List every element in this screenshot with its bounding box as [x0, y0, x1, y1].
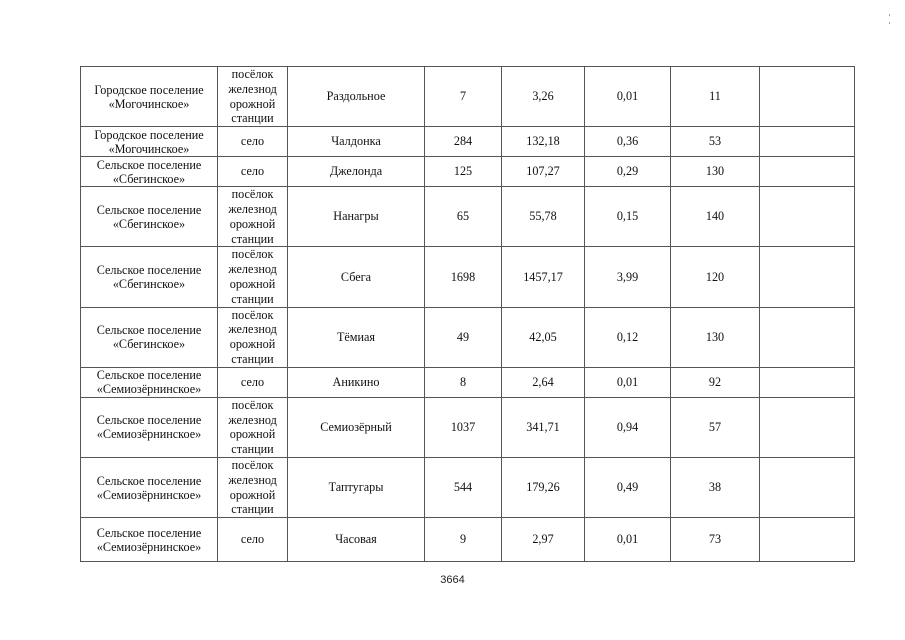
value-cell: 179,26 — [502, 457, 585, 517]
settlement-cell: Городское поселение «Могочинское» — [81, 127, 218, 157]
edge-mark — [889, 14, 890, 16]
value-cell: 2,64 — [502, 367, 585, 397]
table-row — [81, 157, 855, 187]
empty-cell — [760, 397, 855, 457]
locality-name-cell: Аникино — [288, 367, 425, 397]
value-cell: 3,26 — [502, 67, 585, 127]
locality-name-cell: Тёмиая — [288, 307, 425, 367]
table-row — [81, 247, 855, 307]
settlement-cell: Сельское поселение «Семиозёрнинское» — [81, 367, 218, 397]
settlement-cell: Городское поселение «Могочинское» — [81, 67, 218, 127]
value-cell: 0,12 — [585, 307, 671, 367]
value-cell: 9 — [425, 518, 502, 562]
page-number: 3664 — [440, 574, 465, 586]
empty-cell — [760, 67, 855, 127]
table-row — [81, 518, 855, 562]
empty-cell — [760, 127, 855, 157]
table-row — [81, 187, 855, 247]
table-row — [81, 367, 855, 397]
value-cell: 49 — [425, 307, 502, 367]
locality-name-cell: Часовая — [288, 518, 425, 562]
value-cell: 107,27 — [502, 157, 585, 187]
value-cell: 0,36 — [585, 127, 671, 157]
settlements-table — [80, 66, 855, 562]
empty-cell — [760, 187, 855, 247]
locality-type-cell: село — [218, 367, 288, 397]
locality-type-cell: посёлок железнод орожной станции — [218, 307, 288, 367]
settlements-table-container — [80, 66, 855, 562]
value-cell: 55,78 — [502, 187, 585, 247]
value-cell: 341,71 — [502, 397, 585, 457]
value-cell: 0,01 — [585, 367, 671, 397]
value-cell: 7 — [425, 67, 502, 127]
value-cell: 1037 — [425, 397, 502, 457]
locality-type-cell: посёлок железнод орожной станции — [218, 67, 288, 127]
value-cell: 544 — [425, 457, 502, 517]
locality-name-cell: Раздольное — [288, 67, 425, 127]
settlement-cell: Сельское поселение «Сбегинское» — [81, 157, 218, 187]
table-body — [81, 67, 855, 562]
empty-cell — [760, 307, 855, 367]
empty-cell — [760, 247, 855, 307]
value-cell: 1698 — [425, 247, 502, 307]
value-cell: 132,18 — [502, 127, 585, 157]
empty-cell — [760, 157, 855, 187]
value-cell: 0,01 — [585, 67, 671, 127]
value-cell: 0,49 — [585, 457, 671, 517]
locality-name-cell: Таптугары — [288, 457, 425, 517]
table-row — [81, 397, 855, 457]
value-cell: 2,97 — [502, 518, 585, 562]
locality-name-cell: Сбега — [288, 247, 425, 307]
value-cell: 0,01 — [585, 518, 671, 562]
value-cell: 0,29 — [585, 157, 671, 187]
locality-type-cell: село — [218, 127, 288, 157]
value-cell: 53 — [671, 127, 760, 157]
settlement-cell: Сельское поселение «Сбегинское» — [81, 307, 218, 367]
locality-type-cell: посёлок железнод орожной станции — [218, 247, 288, 307]
value-cell: 3,99 — [585, 247, 671, 307]
settlement-cell: Сельское поселение «Сбегинское» — [81, 187, 218, 247]
table-row — [81, 307, 855, 367]
empty-cell — [760, 518, 855, 562]
settlement-cell: Сельское поселение «Сбегинское» — [81, 247, 218, 307]
settlement-cell: Сельское поселение «Семиозёрнинское» — [81, 457, 218, 517]
empty-cell — [760, 367, 855, 397]
value-cell: 1457,17 — [502, 247, 585, 307]
locality-type-cell: посёлок железнод орожной станции — [218, 457, 288, 517]
value-cell: 65 — [425, 187, 502, 247]
value-cell: 8 — [425, 367, 502, 397]
value-cell: 92 — [671, 367, 760, 397]
edge-mark — [889, 22, 890, 24]
locality-name-cell: Чалдонка — [288, 127, 425, 157]
value-cell: 125 — [425, 157, 502, 187]
value-cell: 42,05 — [502, 307, 585, 367]
table-row — [81, 127, 855, 157]
locality-name-cell: Нанагры — [288, 187, 425, 247]
value-cell: 120 — [671, 247, 760, 307]
locality-type-cell: посёлок железнод орожной станции — [218, 397, 288, 457]
value-cell: 11 — [671, 67, 760, 127]
value-cell: 284 — [425, 127, 502, 157]
locality-name-cell: Семиозёрный — [288, 397, 425, 457]
settlement-cell: Сельское поселение «Семиозёрнинское» — [81, 518, 218, 562]
value-cell: 0,94 — [585, 397, 671, 457]
locality-type-cell: село — [218, 518, 288, 562]
settlement-cell: Сельское поселение «Семиозёрнинское» — [81, 397, 218, 457]
value-cell: 38 — [671, 457, 760, 517]
value-cell: 140 — [671, 187, 760, 247]
empty-cell — [760, 457, 855, 517]
value-cell: 130 — [671, 307, 760, 367]
locality-type-cell: село — [218, 157, 288, 187]
value-cell: 130 — [671, 157, 760, 187]
locality-type-cell: посёлок железнод орожной станции — [218, 187, 288, 247]
value-cell: 0,15 — [585, 187, 671, 247]
value-cell: 57 — [671, 397, 760, 457]
value-cell: 73 — [671, 518, 760, 562]
locality-name-cell: Джелонда — [288, 157, 425, 187]
table-row — [81, 67, 855, 127]
table-row — [81, 457, 855, 517]
